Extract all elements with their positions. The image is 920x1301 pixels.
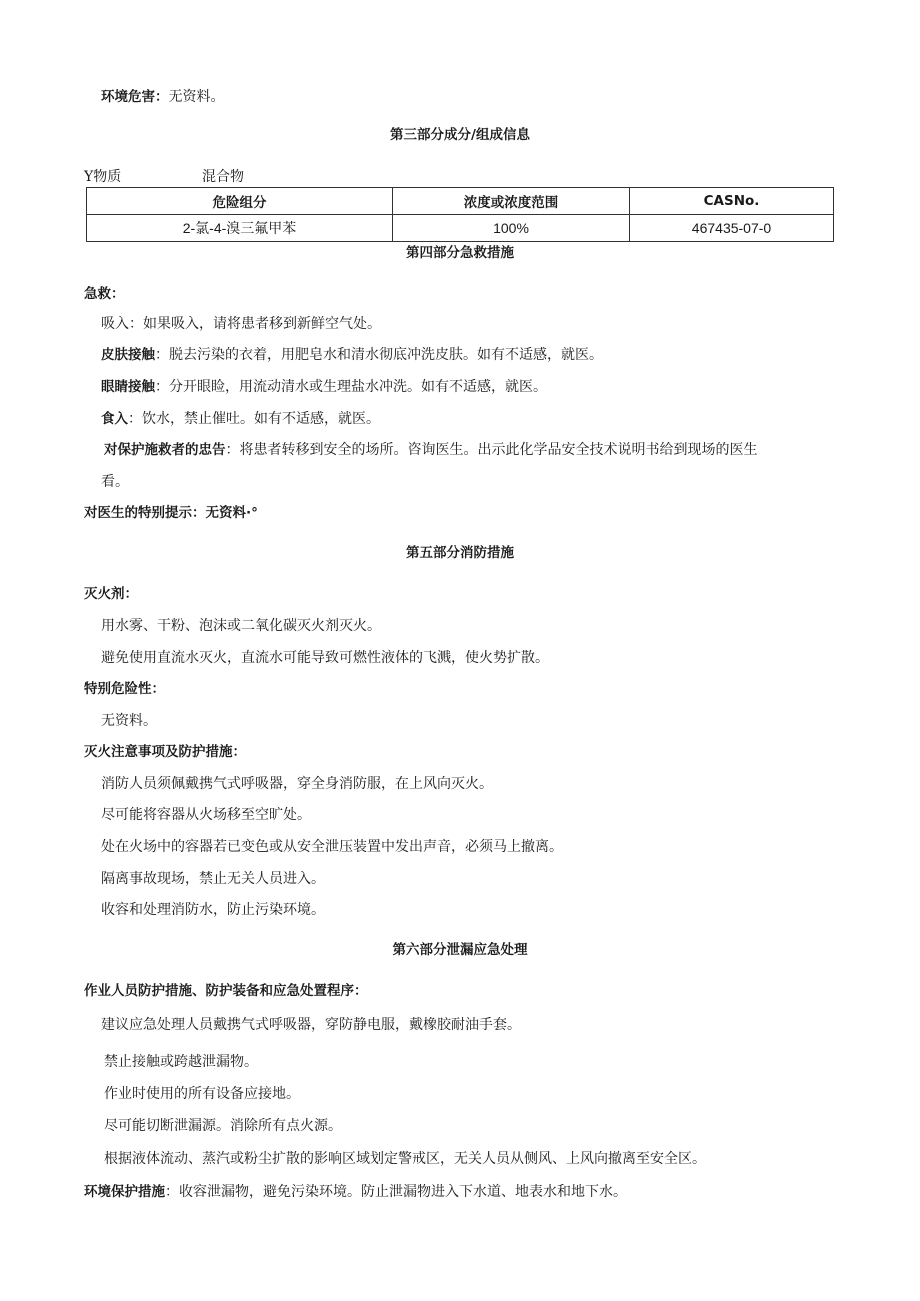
eye-contact-text: ：分开眼睑，用流动清水或生理盐水冲洗。如有不适感，就医。 bbox=[155, 379, 547, 395]
cell-cas: 467435-07-0 bbox=[630, 215, 834, 242]
first-aid-label: 急救： bbox=[84, 286, 125, 302]
header-cas: CASNo. bbox=[630, 188, 834, 215]
precaution-line: 处在火场中的容器若已变色或从安全泄压装置中发出声音，必须马上撤离。 bbox=[101, 839, 563, 855]
precaution-line: 隔离事故现场，禁止无关人员进入。 bbox=[101, 871, 325, 887]
section5-title: 第五部分消防措施 bbox=[406, 545, 514, 561]
eye-contact-line bbox=[101, 377, 547, 397]
header-component: 危险组分 bbox=[87, 188, 393, 215]
agent-line: 避免使用直流水灭火，直流水可能导致可燃性液体的飞溅，使火势扩散。 bbox=[101, 650, 549, 666]
special-hazard-line: 无资料。 bbox=[101, 713, 157, 729]
precaution-line: 尽可能将容器从火场移至空旷处。 bbox=[101, 807, 311, 823]
table-header-row bbox=[87, 188, 834, 215]
rescuer-advice-label: 对保护施救者的忠告 bbox=[104, 442, 226, 458]
env-hazard-text: 无资料。 bbox=[168, 89, 225, 105]
personnel-protection-label: 作业人员防护措施、防护装备和应急处置程序： bbox=[84, 983, 368, 999]
env-protection-line bbox=[84, 1182, 627, 1202]
rescuer-advice-line bbox=[104, 440, 758, 460]
env-protection-text: ：收容泄漏物，避免污染环境。防止泄漏物进入下水道、地表水和地下水。 bbox=[165, 1184, 627, 1200]
agent-line: 用水雾、干粉、泡沫或二氧化碳灭火剂灭火。 bbox=[101, 618, 381, 634]
inhalation-text: 如果吸入，请将患者移到新鲜空气处。 bbox=[143, 316, 381, 332]
cell-component: 2-氯-4-溴三氟甲苯 bbox=[87, 215, 393, 242]
ingestion-text: ：饮水，禁止催吐。如有不适感，就医。 bbox=[128, 411, 380, 427]
section3-title: 第三部分成分/组成信息 bbox=[390, 127, 530, 143]
inhalation-label: 吸入： bbox=[101, 316, 143, 332]
personnel-line: 尽可能切断泄漏源。消除所有点火源。 bbox=[104, 1118, 342, 1134]
personnel-line: 根据液体流动、蒸汽或粉尘扩散的影响区域划定警戒区，无关人员从侧风、上风向撤离至安全区。 bbox=[104, 1151, 706, 1167]
composition-table bbox=[86, 187, 834, 242]
env-hazard-line bbox=[101, 87, 225, 107]
precaution-line: 收容和处理消防水，防止污染环境。 bbox=[101, 902, 325, 918]
rescuer-advice-continued: 看。 bbox=[101, 474, 129, 490]
skin-contact-label: 皮肤接触 bbox=[101, 347, 155, 363]
extinguishing-agent-label: 灭火剂： bbox=[84, 586, 138, 602]
skin-contact-text: ：脱去污染的衣着，用肥皂水和清水彻底冲洗皮肤。如有不适感，就医。 bbox=[155, 347, 603, 363]
special-hazard-label: 特别危险性： bbox=[84, 681, 165, 697]
skin-contact-line bbox=[101, 345, 603, 365]
personnel-line: 作业时使用的所有设备应接地。 bbox=[104, 1086, 300, 1102]
substance-value: 混合物 bbox=[202, 169, 244, 185]
env-hazard-label: 环境危害： bbox=[101, 89, 169, 105]
section6-title: 第六部分泄漏应急处理 bbox=[392, 942, 528, 958]
ingestion-line bbox=[101, 409, 380, 429]
header-concentration: 浓度或浓度范围 bbox=[393, 188, 630, 215]
section4-title: 第四部分急救措施 bbox=[406, 245, 514, 261]
personnel-line: 禁止接触或跨越泄漏物。 bbox=[104, 1054, 258, 1070]
eye-contact-label: 眼睛接触 bbox=[101, 379, 155, 395]
inhalation-line bbox=[101, 314, 381, 334]
substance-label: Y物质 bbox=[84, 169, 122, 185]
personnel-line: 建议应急处理人员戴携气式呼吸器，穿防静电服，戴橡胶耐油手套。 bbox=[101, 1017, 521, 1033]
env-protection-label: 环境保护措施 bbox=[84, 1184, 165, 1200]
ingestion-label: 食入 bbox=[101, 411, 128, 427]
rescuer-advice-text: ：将患者转移到安全的场所。咨询医生。出示此化学品安全技术说明书给到现场的医生 bbox=[225, 442, 758, 458]
table-row bbox=[87, 215, 834, 242]
fire-precaution-label: 灭火注意事项及防护措施： bbox=[84, 744, 246, 760]
doctor-note: 对医生的特别提示：无资料·° bbox=[84, 505, 258, 521]
precaution-line: 消防人员须佩戴携气式呼吸器，穿全身消防服，在上风向灭火。 bbox=[101, 776, 493, 792]
cell-concentration: 100% bbox=[393, 215, 630, 242]
